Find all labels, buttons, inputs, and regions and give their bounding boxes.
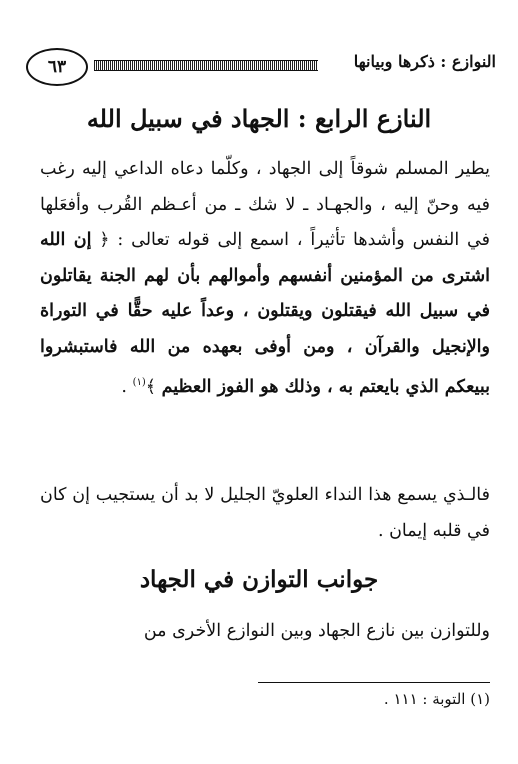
paragraph-response: فالـذي يسمع هذا النداء العلويّ الجليل لا بد أن يستجيب إن كان في قلبه إيمان . bbox=[40, 485, 490, 541]
footnote-1: (١) التوبة : ١١١ . bbox=[383, 690, 490, 708]
paragraph-jihad-end: . bbox=[121, 376, 133, 397]
quran-verse: إن الله اشترى من المؤمنين أنفسهم وأموالهم بأن لهم الجنة يقاتلون في سبيل الله فيقتلون ويقتلون ، وعداً عليه حقًّا في التوراة والإنجيل والقرآن ، ومن أوفى بعهده من الله فاستبشروا ببيعكم الذي بايعتم به ، وذلك هو الفوز العظيم bbox=[40, 230, 490, 397]
verse-close-bracket: ﴾ bbox=[145, 376, 157, 397]
paragraph-jihad-text: يطير المسلم شوقاً إلى الجهاد ، وكلّما دعاه الداعي إليه رغب فيه وحنّ إليه ، والجهـاد ـ لا شك ـ من أعـظم القُرب وأفعَلها في النفس وأشدها تأثيراً ، اسمع إلى قوله تعالى : ﴿ bbox=[40, 159, 490, 250]
section-title-balance: جوانب التوازن في الجهاد bbox=[139, 566, 379, 593]
section-title-jihad: النازع الرابع : الجهاد في سبيل الله bbox=[86, 104, 432, 133]
footnote-separator bbox=[258, 682, 490, 683]
running-title: النوازع : ذكرها وبيانها bbox=[353, 52, 496, 71]
page-number: ٦٣ bbox=[26, 48, 88, 86]
paragraph-jihad bbox=[40, 152, 490, 405]
footnote-marker: (١) bbox=[132, 377, 146, 388]
page-header bbox=[26, 46, 496, 86]
header-ornament-bar bbox=[94, 60, 318, 71]
paragraph-balance: وللتوازن بين نازع الجهاد وبين النوازع الأخرى من bbox=[143, 621, 490, 641]
